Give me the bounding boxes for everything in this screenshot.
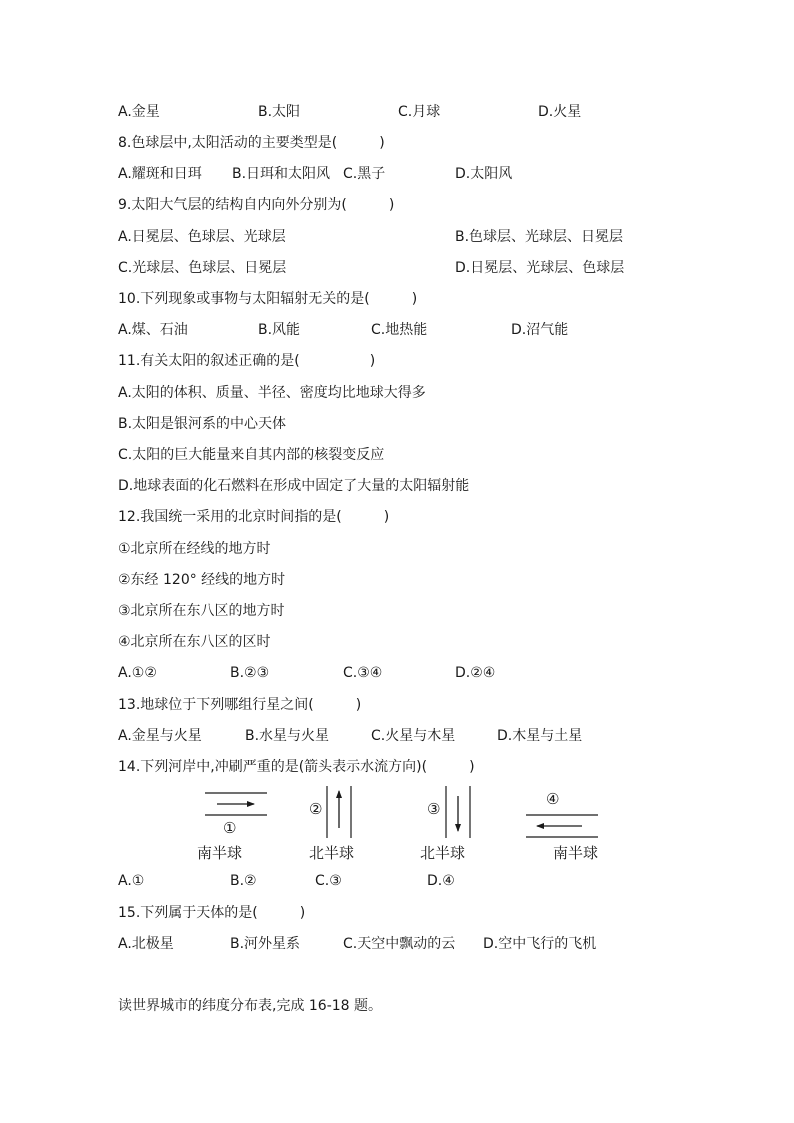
- q11-option-a: A.太阳的体积、质量、半径、密度均比地球大得多: [118, 385, 426, 401]
- q13-stem: 13.地球位于下列哪组行星之间( ): [118, 697, 362, 713]
- river-1-number: ①: [223, 819, 237, 837]
- q11-stem: 11.有关太阳的叙述正确的是( ): [118, 353, 376, 369]
- river-4-hemisphere: 南半球: [553, 844, 599, 862]
- q9-option-b: B.色球层、光球层、日冕层: [455, 229, 624, 245]
- q13-option-d: D.木星与土星: [497, 728, 583, 744]
- reading-prompt-line: [0, 995, 794, 1017]
- q15-option-b: B.河外星系: [230, 936, 301, 952]
- q11-option-b: B.太阳是银河系的中心天体: [118, 416, 287, 432]
- river-3-number: ③: [427, 800, 441, 818]
- q14-option-d: D.④: [427, 873, 455, 889]
- q9-option-c: C.光球层、色球层、日冕层: [118, 260, 287, 276]
- q15-options: [0, 933, 794, 955]
- q10-stem: 10.下列现象或事物与太阳辐射无关的是( ): [118, 291, 418, 307]
- q9-option-d: D.日冕层、光球层、色球层: [455, 260, 625, 276]
- river-4-number: ④: [546, 790, 560, 808]
- q9-option-a: A.日冕层、色球层、光球层: [118, 229, 286, 245]
- q12-statement-3: ③北京所在东八区的地方时: [118, 603, 285, 619]
- q8-stem: 8.色球层中,太阳活动的主要类型是( ): [118, 135, 385, 151]
- river-1-hemisphere: 南半球: [197, 844, 243, 862]
- river-1: [205, 793, 267, 815]
- q13-option-c: C.火星与木星: [371, 728, 456, 744]
- river-4: [526, 815, 598, 837]
- q8-option-c: C.黑子: [343, 166, 386, 182]
- river-2-hemisphere: 北半球: [309, 844, 355, 862]
- q13-option-a: A.金星与火星: [118, 728, 202, 744]
- river-2: [327, 786, 351, 838]
- q11-option-d: D.地球表面的化石燃料在形成中固定了大量的太阳辐射能: [118, 478, 470, 494]
- q14-option-c: C.③: [315, 873, 342, 889]
- q14-options: [0, 870, 794, 892]
- q9-stem: 9.太阳大气层的结构自内向外分别为( ): [118, 197, 395, 213]
- q15-stem: 15.下列属于天体的是( ): [118, 905, 306, 921]
- q7-option-b: B.太阳: [258, 104, 301, 120]
- river-3: [446, 786, 470, 838]
- q14-option-b: B.②: [230, 873, 257, 889]
- q15-option-a: A.北极星: [118, 936, 174, 952]
- q12-statement-1: ①北京所在经线的地方时: [118, 541, 271, 557]
- q15-stem-line: [0, 902, 794, 924]
- q11-option-c: C.太阳的巨大能量来自其内部的核裂变反应: [118, 447, 385, 463]
- q7-option-c: C.月球: [398, 104, 441, 120]
- q12-statement-2: ②东经 120° 经线的地方时: [118, 572, 286, 588]
- q8-option-d: D.太阳风: [455, 166, 513, 182]
- q8-option-a: A.耀斑和日珥: [118, 166, 202, 182]
- q14-stem: 14.下列河岸中,冲刷严重的是(箭头表示水流方向)( ): [118, 759, 475, 775]
- reading-prompt: 读世界城市的纬度分布表,完成 16-18 题。: [118, 998, 383, 1014]
- river-3-hemisphere: 北半球: [420, 844, 466, 862]
- q15-option-c: C.天空中飘动的云: [343, 936, 456, 952]
- q12-option-a: A.①②: [118, 665, 157, 681]
- q15-option-d: D.空中飞行的飞机: [483, 936, 597, 952]
- q14-option-a: A.①: [118, 873, 145, 889]
- q10-option-a: A.煤、石油: [118, 322, 188, 338]
- q12-statement-4: ④北京所在东八区的区时: [118, 634, 271, 650]
- q10-option-c: C.地热能: [371, 322, 428, 338]
- q12-option-c: C.③④: [343, 665, 383, 681]
- q10-option-d: D.沼气能: [511, 322, 569, 338]
- q7-option-d: D.火星: [538, 104, 582, 120]
- river-2-number: ②: [309, 800, 323, 818]
- q12-option-b: B.②③: [230, 665, 270, 681]
- q12-stem: 12.我国统一采用的北京时间指的是( ): [118, 509, 390, 525]
- q7-option-a: A.金星: [118, 104, 160, 120]
- q10-option-b: B.风能: [258, 322, 301, 338]
- q8-option-b: B.日珥和太阳风: [232, 166, 331, 182]
- q13-option-b: B.水星与火星: [245, 728, 330, 744]
- q12-option-d: D.②④: [455, 665, 496, 681]
